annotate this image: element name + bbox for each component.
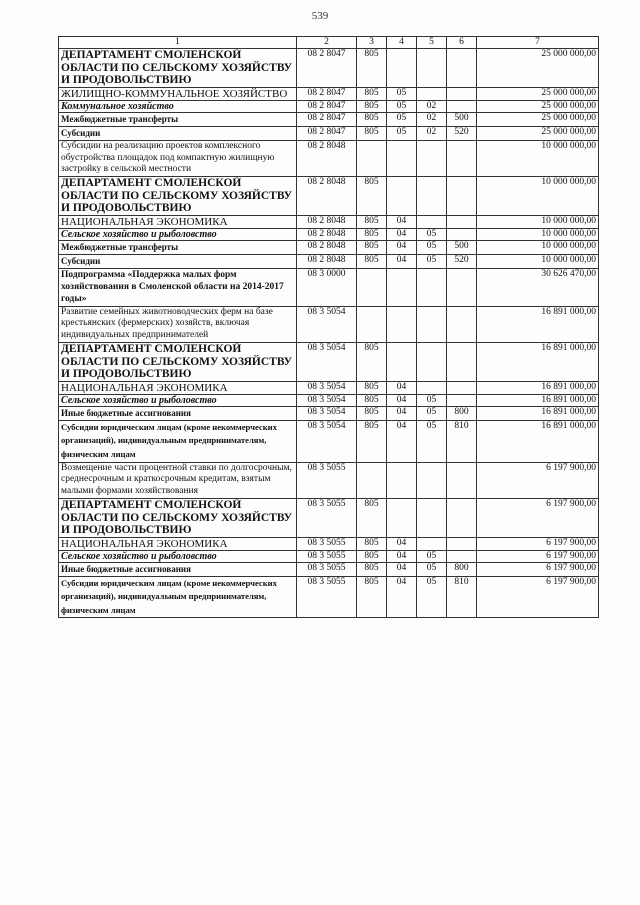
subsection-code	[417, 49, 447, 88]
row-name: Субсидии юридическим лицам (кроме некоммерческих организаций), индивидуальным предпринимателям, физическим лицам	[59, 420, 297, 462]
expense-type-code: 500	[447, 112, 477, 126]
expense-type-code	[447, 140, 477, 176]
expense-type-code: 520	[447, 126, 477, 140]
expense-type-code	[447, 306, 477, 342]
section-code	[387, 268, 417, 306]
ministry-code: 805	[357, 49, 387, 88]
target-code: 08 2 8047	[297, 126, 357, 140]
target-code: 08 2 8048	[297, 254, 357, 268]
row-name: Иные бюджетные ассигнования	[59, 406, 297, 420]
amount: 30 626 470,00	[477, 268, 599, 306]
target-code: 08 3 5054	[297, 394, 357, 406]
table-row	[59, 112, 599, 126]
ministry-code: 805	[357, 562, 387, 576]
subsection-code: 05	[417, 394, 447, 406]
ministry-code	[357, 306, 387, 342]
amount: 16 891 000,00	[477, 381, 599, 394]
header-col-4: 4	[387, 37, 417, 49]
target-code: 08 2 8047	[297, 49, 357, 88]
amount: 25 000 000,00	[477, 112, 599, 126]
subsection-code	[417, 342, 447, 381]
subsection-code: 05	[417, 420, 447, 462]
header-col-7: 7	[477, 37, 599, 49]
table-row	[59, 406, 599, 420]
target-code: 08 3 5055	[297, 498, 357, 537]
table-row	[59, 562, 599, 576]
expense-type-code: 810	[447, 576, 477, 618]
section-code: 05	[387, 112, 417, 126]
section-code	[387, 306, 417, 342]
ministry-code: 805	[357, 126, 387, 140]
amount: 10 000 000,00	[477, 228, 599, 240]
ministry-code: 805	[357, 240, 387, 254]
row-name: Субсидии юридическим лицам (кроме некоммерческих организаций), индивидуальным предпринимателям, физическим лицам	[59, 576, 297, 618]
subsection-code	[417, 381, 447, 394]
expense-type-code	[447, 228, 477, 240]
subsection-code: 02	[417, 100, 447, 112]
row-name: НАЦИОНАЛЬНАЯ ЭКОНОМИКА	[59, 537, 297, 550]
row-name: Субсидии	[59, 254, 297, 268]
amount: 10 000 000,00	[477, 140, 599, 176]
row-name: Развитие семейных животноводческих ферм на базе крестьянских (фермерских) хозяйств, включая индивидуальных предпринимателей	[59, 306, 297, 342]
target-code: 08 2 8048	[297, 177, 357, 216]
target-code: 08 3 5054	[297, 406, 357, 420]
table-row	[59, 126, 599, 140]
page-number: 539	[311, 10, 329, 22]
header-col-2: 2	[297, 37, 357, 49]
amount: 25 000 000,00	[477, 49, 599, 88]
subsection-code	[417, 177, 447, 216]
amount: 6 197 900,00	[477, 537, 599, 550]
amount: 6 197 900,00	[477, 562, 599, 576]
expense-type-code	[447, 100, 477, 112]
section-code: 05	[387, 126, 417, 140]
table-row	[59, 177, 599, 216]
target-code: 08 2 8048	[297, 215, 357, 228]
amount: 6 197 900,00	[477, 550, 599, 562]
amount: 10 000 000,00	[477, 240, 599, 254]
subsection-code	[417, 306, 447, 342]
section-code: 04	[387, 228, 417, 240]
row-name: ДЕПАРТАМЕНТ СМОЛЕНСКОЙ ОБЛАСТИ ПО СЕЛЬСКОМУ ХОЗЯЙСТВУ И ПРОДОВОЛЬСТВИЮ	[59, 342, 297, 381]
target-code: 08 3 5055	[297, 576, 357, 618]
expense-type-code: 500	[447, 240, 477, 254]
amount: 10 000 000,00	[477, 215, 599, 228]
amount: 10 000 000,00	[477, 177, 599, 216]
amount: 16 891 000,00	[477, 420, 599, 462]
table-row	[59, 268, 599, 306]
expense-type-code	[447, 394, 477, 406]
expense-type-code	[447, 177, 477, 216]
expense-type-code	[447, 87, 477, 100]
target-code: 08 2 8047	[297, 100, 357, 112]
section-code: 04	[387, 406, 417, 420]
row-name: Межбюджетные трансферты	[59, 112, 297, 126]
ministry-code: 805	[357, 420, 387, 462]
expense-type-code	[447, 268, 477, 306]
table-row	[59, 394, 599, 406]
amount: 6 197 900,00	[477, 462, 599, 498]
subsection-code	[417, 87, 447, 100]
header-col-1: 1	[59, 37, 297, 49]
subsection-code: 02	[417, 112, 447, 126]
target-code: 08 2 8047	[297, 87, 357, 100]
expense-type-code	[447, 342, 477, 381]
ministry-code	[357, 268, 387, 306]
section-code: 04	[387, 240, 417, 254]
table-row	[59, 254, 599, 268]
section-code: 04	[387, 254, 417, 268]
subsection-code	[417, 462, 447, 498]
section-code	[387, 49, 417, 88]
row-name: Сельское хозяйство и рыболовство	[59, 228, 297, 240]
target-code: 08 3 5054	[297, 420, 357, 462]
table-row	[59, 215, 599, 228]
section-code	[387, 462, 417, 498]
table-row	[59, 228, 599, 240]
ministry-code: 805	[357, 550, 387, 562]
section-code: 04	[387, 562, 417, 576]
amount: 16 891 000,00	[477, 394, 599, 406]
row-name: Подпрограмма «Поддержка малых форм хозяйствования в Смоленской области на 2014-2017 годы»	[59, 268, 297, 306]
expense-type-code	[447, 381, 477, 394]
row-name: ДЕПАРТАМЕНТ СМОЛЕНСКОЙ ОБЛАСТИ ПО СЕЛЬСКОМУ ХОЗЯЙСТВУ И ПРОДОВОЛЬСТВИЮ	[59, 498, 297, 537]
ministry-code	[357, 462, 387, 498]
section-code: 04	[387, 420, 417, 462]
table-row	[59, 576, 599, 618]
table-row	[59, 462, 599, 498]
row-name: Сельское хозяйство и рыболовство	[59, 550, 297, 562]
section-code	[387, 342, 417, 381]
row-name: ДЕПАРТАМЕНТ СМОЛЕНСКОЙ ОБЛАСТИ ПО СЕЛЬСКОМУ ХОЗЯЙСТВУ И ПРОДОВОЛЬСТВИЮ	[59, 177, 297, 216]
target-code: 08 2 8047	[297, 112, 357, 126]
ministry-code: 805	[357, 254, 387, 268]
ministry-code	[357, 140, 387, 176]
expense-type-code: 520	[447, 254, 477, 268]
subsection-code	[417, 215, 447, 228]
table-row	[59, 306, 599, 342]
header-col-5: 5	[417, 37, 447, 49]
section-code: 04	[387, 394, 417, 406]
subsection-code: 02	[417, 126, 447, 140]
target-code: 08 3 0000	[297, 268, 357, 306]
subsection-code	[417, 537, 447, 550]
ministry-code: 805	[357, 177, 387, 216]
amount: 16 891 000,00	[477, 406, 599, 420]
row-name: Коммунальное хозяйство	[59, 100, 297, 112]
subsection-code	[417, 140, 447, 176]
expense-type-code	[447, 550, 477, 562]
target-code: 08 2 8048	[297, 240, 357, 254]
section-code	[387, 177, 417, 216]
row-name: ЖИЛИЩНО-КОММУНАЛЬНОЕ ХОЗЯЙСТВО	[59, 87, 297, 100]
target-code: 08 3 5055	[297, 537, 357, 550]
target-code: 08 2 8048	[297, 228, 357, 240]
table-row	[59, 550, 599, 562]
amount: 25 000 000,00	[477, 100, 599, 112]
ministry-code: 805	[357, 342, 387, 381]
section-code: 04	[387, 381, 417, 394]
expense-type-code	[447, 49, 477, 88]
table-row	[59, 87, 599, 100]
section-code: 05	[387, 100, 417, 112]
subsection-code: 05	[417, 406, 447, 420]
target-code: 08 3 5055	[297, 462, 357, 498]
section-code: 04	[387, 576, 417, 618]
table-row	[59, 140, 599, 176]
row-name: Межбюджетные трансферты	[59, 240, 297, 254]
target-code: 08 3 5054	[297, 306, 357, 342]
ministry-code: 805	[357, 498, 387, 537]
expense-type-code	[447, 498, 477, 537]
section-code: 04	[387, 550, 417, 562]
target-code: 08 2 8048	[297, 140, 357, 176]
subsection-code: 05	[417, 550, 447, 562]
ministry-code: 805	[357, 576, 387, 618]
ministry-code: 805	[357, 381, 387, 394]
row-name: ДЕПАРТАМЕНТ СМОЛЕНСКОЙ ОБЛАСТИ ПО СЕЛЬСКОМУ ХОЗЯЙСТВУ И ПРОДОВОЛЬСТВИЮ	[59, 49, 297, 88]
expense-type-code: 800	[447, 562, 477, 576]
amount: 6 197 900,00	[477, 576, 599, 618]
ministry-code: 805	[357, 87, 387, 100]
table-row	[59, 381, 599, 394]
table-row	[59, 100, 599, 112]
amount: 25 000 000,00	[477, 126, 599, 140]
subsection-code: 05	[417, 562, 447, 576]
section-code	[387, 498, 417, 537]
amount: 10 000 000,00	[477, 254, 599, 268]
row-name: НАЦИОНАЛЬНАЯ ЭКОНОМИКА	[59, 381, 297, 394]
ministry-code: 805	[357, 228, 387, 240]
row-name: Возмещение части процентной ставки по долгосрочным, среднесрочным и краткосрочным кредитам, взятым малыми формами хозяйствования	[59, 462, 297, 498]
section-code	[387, 140, 417, 176]
amount: 16 891 000,00	[477, 342, 599, 381]
table-row	[59, 498, 599, 537]
subsection-code: 05	[417, 254, 447, 268]
table-row	[59, 420, 599, 462]
section-code: 05	[387, 87, 417, 100]
amount: 6 197 900,00	[477, 498, 599, 537]
target-code: 08 3 5054	[297, 342, 357, 381]
row-name: Субсидии	[59, 126, 297, 140]
ministry-code: 805	[357, 406, 387, 420]
row-name: Субсидии на реализацию проектов комплексного обустройства площадок под компактную жилищную застройку в сельской местности	[59, 140, 297, 176]
header-col-6: 6	[447, 37, 477, 49]
ministry-code: 805	[357, 537, 387, 550]
subsection-code: 05	[417, 228, 447, 240]
row-name: НАЦИОНАЛЬНАЯ ЭКОНОМИКА	[59, 215, 297, 228]
subsection-code: 05	[417, 576, 447, 618]
subsection-code	[417, 498, 447, 537]
expense-type-code	[447, 537, 477, 550]
subsection-code: 05	[417, 240, 447, 254]
table-row	[59, 342, 599, 381]
section-code: 04	[387, 537, 417, 550]
amount: 25 000 000,00	[477, 87, 599, 100]
expense-type-code	[447, 215, 477, 228]
target-code: 08 3 5055	[297, 562, 357, 576]
target-code: 08 3 5054	[297, 381, 357, 394]
expense-type-code: 800	[447, 406, 477, 420]
ministry-code: 805	[357, 215, 387, 228]
table-row	[59, 49, 599, 88]
table-row	[59, 537, 599, 550]
expense-type-code	[447, 462, 477, 498]
row-name: Иные бюджетные ассигнования	[59, 562, 297, 576]
column-number-header	[59, 37, 599, 49]
ministry-code: 805	[357, 112, 387, 126]
header-col-3: 3	[357, 37, 387, 49]
ministry-code: 805	[357, 394, 387, 406]
row-name: Сельское хозяйство и рыболовство	[59, 394, 297, 406]
amount: 16 891 000,00	[477, 306, 599, 342]
subsection-code	[417, 268, 447, 306]
table-row	[59, 240, 599, 254]
section-code: 04	[387, 215, 417, 228]
budget-table	[58, 36, 599, 618]
target-code: 08 3 5055	[297, 550, 357, 562]
ministry-code: 805	[357, 100, 387, 112]
expense-type-code: 810	[447, 420, 477, 462]
